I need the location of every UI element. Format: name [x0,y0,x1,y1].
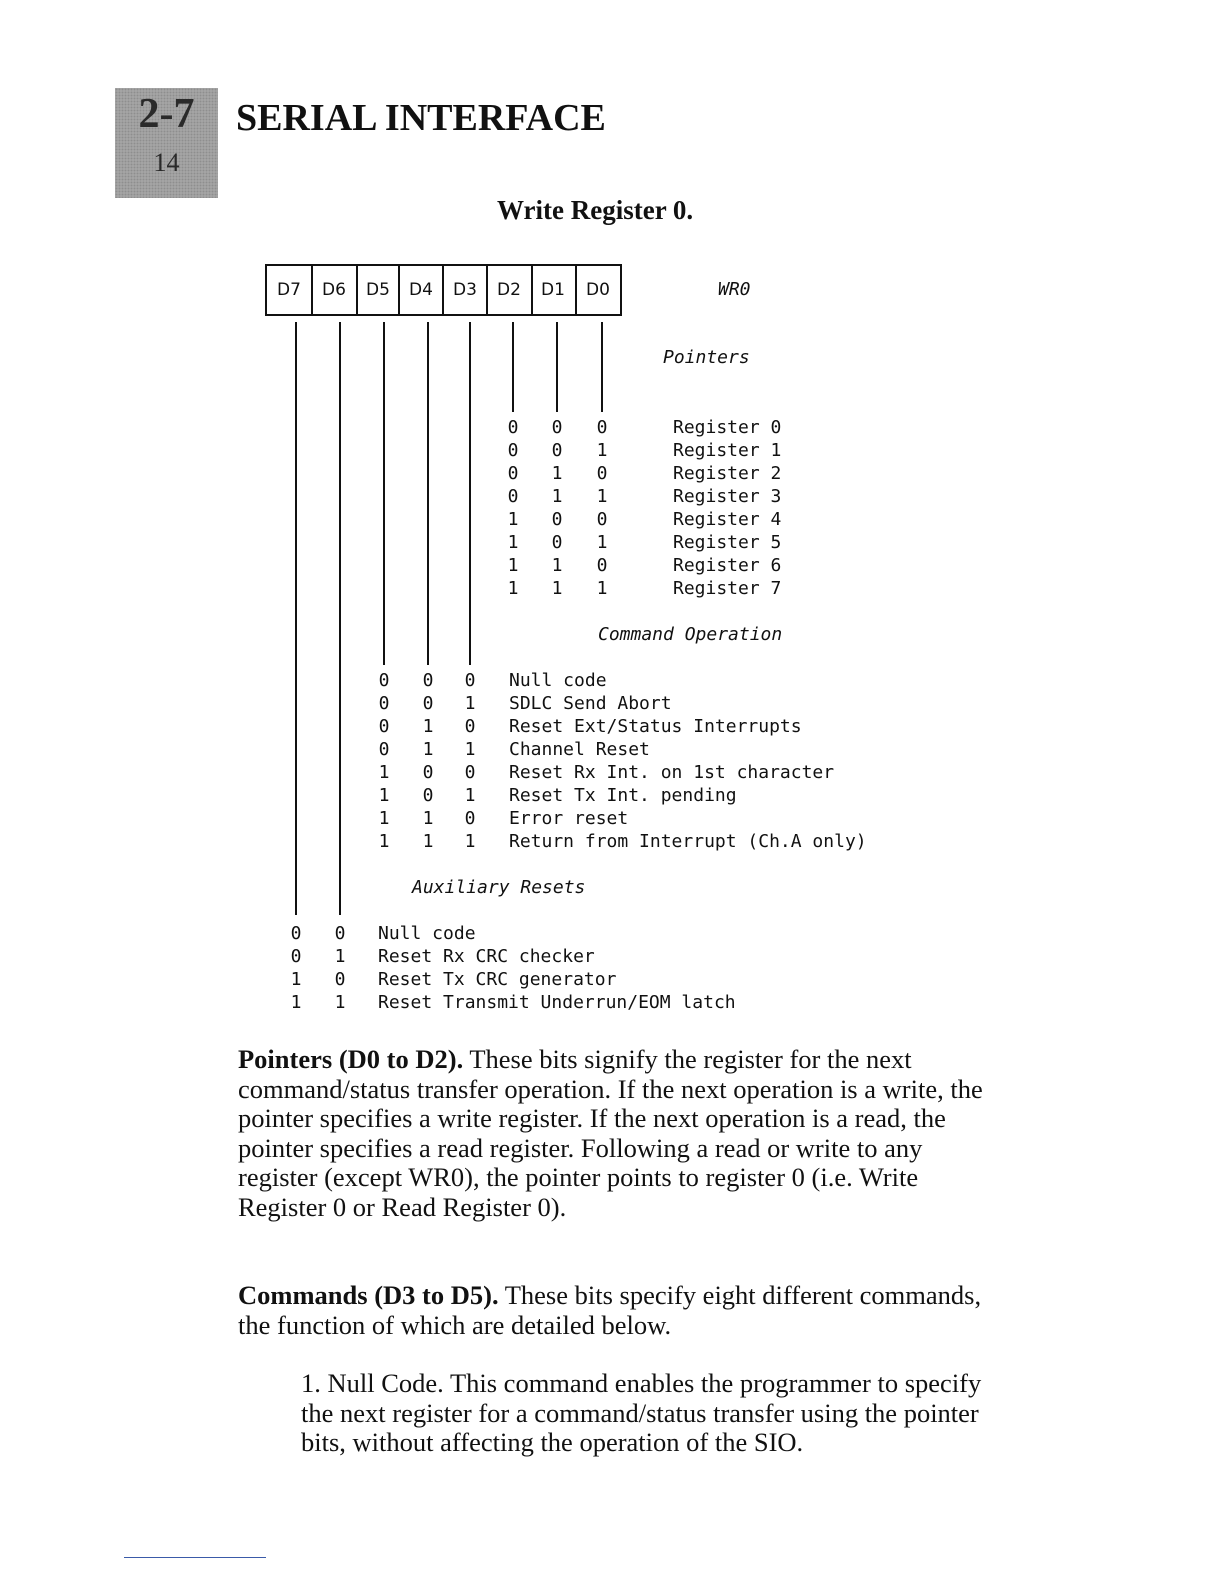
svg-text:1: 1 [507,578,519,599]
svg-text:0: 0 [378,716,390,737]
svg-text:0: 0 [464,716,476,737]
svg-text:0: 0 [378,693,390,714]
pointers-lead: Pointers (D0 to D2). [238,1044,464,1074]
svg-text:Register 6: Register 6 [673,555,782,576]
svg-text:Register 1: Register 1 [673,440,782,461]
svg-text:Reset Transmit Underrun/EOM la: Reset Transmit Underrun/EOM latch [378,992,736,1013]
svg-text:0: 0 [334,923,346,944]
commands-lead: Commands (D3 to D5). [238,1280,499,1310]
svg-text:Null code: Null code [378,923,476,944]
bit-label-d5: D5 [366,280,390,300]
svg-text:1: 1 [378,808,390,829]
svg-text:0: 0 [378,670,390,691]
svg-text:Reset Rx CRC checker: Reset Rx CRC checker [378,946,595,967]
svg-text:0: 0 [464,808,476,829]
svg-text:Channel Reset: Channel Reset [509,739,650,760]
svg-text:Register 5: Register 5 [673,532,782,553]
bit-label-d4: D4 [409,280,433,300]
svg-text:0: 0 [507,440,519,461]
svg-text:1: 1 [507,532,519,553]
register-title: Write Register 0. [497,195,694,225]
svg-text:0: 0 [551,440,563,461]
bit-label-d2: D2 [497,280,521,300]
svg-text:1: 1 [464,739,476,760]
svg-text:0: 0 [551,532,563,553]
pointers-heading: Pointers [663,347,750,368]
svg-text:1: 1 [464,693,476,714]
svg-text:Register 2: Register 2 [673,463,782,484]
aux-bit-values [291,923,346,1013]
bit-label-d1: D1 [541,280,565,300]
svg-text:0: 0 [507,486,519,507]
svg-text:1: 1 [378,785,390,806]
svg-text:1: 1 [334,946,346,967]
svg-text:0: 0 [464,670,476,691]
bit-label-d3: D3 [453,280,477,300]
svg-text:0: 0 [334,969,346,990]
svg-text:1: 1 [290,992,302,1013]
svg-text:Reset Ext/Status Interrupts: Reset Ext/Status Interrupts [509,716,802,737]
page-number: 14 [153,148,180,177]
bit-label-d6: D6 [322,280,346,300]
pointer-descriptions [673,417,781,599]
svg-text:Register 4: Register 4 [673,509,782,530]
svg-text:1: 1 [551,463,563,484]
aux-descriptions [378,923,736,1013]
svg-text:Register 7: Register 7 [673,578,782,599]
svg-text:0: 0 [422,785,434,806]
svg-text:0: 0 [596,463,608,484]
commands-heading: Command Operation [598,624,783,645]
svg-text:1: 1 [596,440,608,461]
svg-text:1: 1 [507,555,519,576]
svg-text:1: 1 [551,555,563,576]
svg-text:1: 1 [422,739,434,760]
pointer-bit-values [508,417,608,599]
svg-text:1: 1 [596,532,608,553]
pointers-text: These bits signify the register for the next command/status transfer operation. If the next operation is a write, the pointer specifies a write register. If the next operation is a read, the pointer specifies a read register. Following a read or write to any register (except WR0), the pointer points to register 0 (i.e. Write Register 0 or Read Register 0). [238,1044,983,1222]
register-name: WR0 [718,279,751,300]
chapter-title: SERIAL INTERFACE [236,97,606,139]
command-bit-values [379,670,476,852]
svg-text:0: 0 [596,555,608,576]
null-code-paragraph: 1. Null Code. This command enables the programmer to specify the next register for a command/status transfer using the pointer bits, without affecting the operation of the SIO. [301,1368,982,1457]
svg-text:0: 0 [551,509,563,530]
bit-header-dividers [312,265,576,315]
bit-label-d7: D7 [277,280,301,300]
commands-paragraph [238,1281,998,1340]
svg-text:1: 1 [378,762,390,783]
command-descriptions [509,670,867,852]
svg-text:Return from Interrupt (Ch.A on: Return from Interrupt (Ch.A only) [509,831,867,852]
svg-text:Reset Rx Int. on 1st character: Reset Rx Int. on 1st character [509,762,835,783]
svg-text:0: 0 [422,670,434,691]
svg-text:0: 0 [551,417,563,438]
svg-text:0: 0 [596,417,608,438]
svg-text:0: 0 [464,762,476,783]
svg-text:0: 0 [378,739,390,760]
svg-text:0: 0 [290,923,302,944]
svg-text:0: 0 [422,762,434,783]
svg-text:1: 1 [596,578,608,599]
svg-text:1: 1 [334,992,346,1013]
svg-text:0: 0 [507,417,519,438]
svg-text:0: 0 [422,693,434,714]
svg-text:Null code: Null code [509,670,607,691]
svg-text:1: 1 [551,486,563,507]
svg-text:1: 1 [464,785,476,806]
svg-text:1: 1 [422,808,434,829]
svg-text:1: 1 [596,486,608,507]
svg-text:Error reset: Error reset [509,808,629,829]
svg-text:SDLC Send Abort: SDLC Send Abort [509,693,672,714]
svg-text:1: 1 [290,969,302,990]
commands-text: These bits specify eight different commands, the function of which are detailed below. [238,1280,982,1340]
svg-text:0: 0 [507,463,519,484]
svg-text:1: 1 [422,716,434,737]
svg-text:1: 1 [507,509,519,530]
svg-text:0: 0 [290,946,302,967]
svg-text:Register 3: Register 3 [673,486,782,507]
svg-text:Reset Tx CRC generator: Reset Tx CRC generator [378,969,617,990]
svg-text:Register 0: Register 0 [673,417,782,438]
svg-text:1: 1 [551,578,563,599]
section-number: 2-7 [138,91,195,137]
footer-rule [124,1557,266,1558]
aux-heading: Auxiliary Resets [412,877,586,898]
bit-label-d0: D0 [586,280,610,300]
svg-text:Reset Tx Int. pending: Reset Tx Int. pending [509,785,737,806]
svg-text:1: 1 [422,831,434,852]
svg-text:1: 1 [464,831,476,852]
svg-text:0: 0 [596,509,608,530]
svg-text:1: 1 [378,831,390,852]
pointers-paragraph [238,1045,998,1222]
